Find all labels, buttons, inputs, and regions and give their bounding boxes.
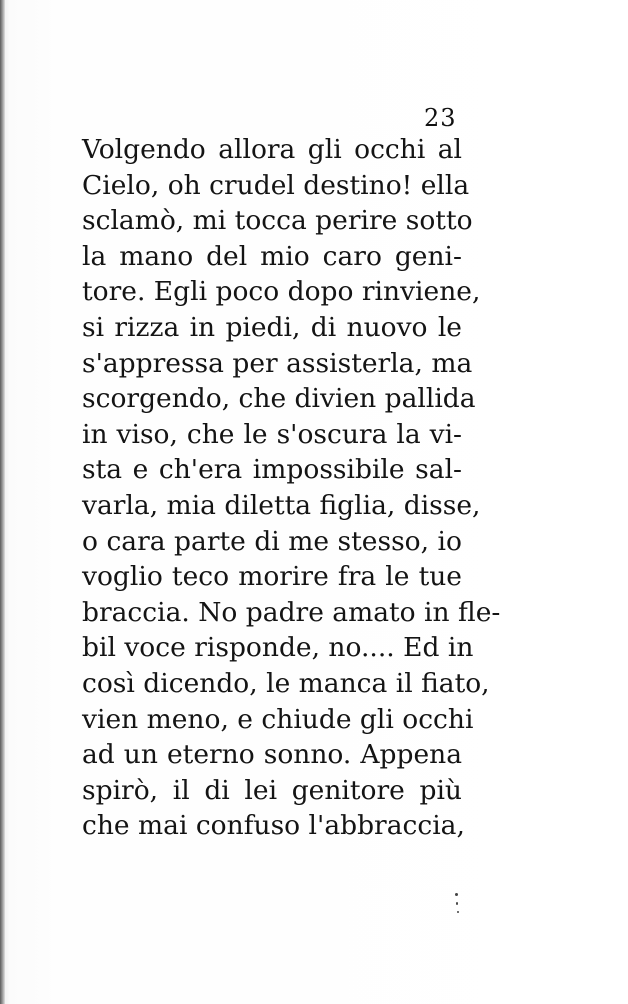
text-line: braccia. No padre amato in fle- — [82, 596, 501, 628]
ink-speck — [455, 893, 458, 896]
page-binding-edge — [0, 0, 5, 1004]
text-line: Volgendo allora gli occhi al — [82, 134, 462, 165]
text-line: la mano del mio caro geni- — [82, 240, 462, 272]
text-line: varla, mia diletta figlia, disse, — [82, 489, 481, 521]
body-text — [82, 132, 501, 844]
text-line: si rizza in piedi, di nuovo le — [82, 311, 462, 343]
text-line: sclamò, mi tocca perire sotto — [82, 205, 473, 237]
ink-speck — [456, 902, 458, 905]
text-line: s'appressa per assisterla, ma — [82, 347, 473, 379]
text-line: scorgendo, che divien pallida — [82, 383, 476, 415]
text-line: ad un eterno sonno. Appena — [82, 739, 462, 771]
text-line: spirò, il di lei genitore più — [82, 774, 462, 806]
text-line: bil voce risponde, no.... Ed in — [82, 632, 474, 664]
text-line: vien meno, e chiude gli occhi — [82, 703, 474, 735]
text-line: tore. Egli poco dopo rinviene, — [82, 276, 481, 308]
text-line: così dicendo, le manca il fiato, — [82, 667, 490, 699]
text-line: Cielo, oh crudel destino! ella — [82, 169, 470, 201]
text-line: sta e ch'era impossibile sal- — [82, 454, 462, 486]
page-number: 23 — [424, 104, 457, 132]
text-line: o cara parte di me stesso, io — [82, 525, 462, 557]
ink-speck — [457, 911, 459, 913]
text-line: voglio teco morire fra le tue — [82, 561, 462, 593]
text-line: che mai confuso l'abbraccia, — [82, 810, 465, 842]
text-line: in viso, che le s'oscura la vi- — [82, 418, 462, 450]
